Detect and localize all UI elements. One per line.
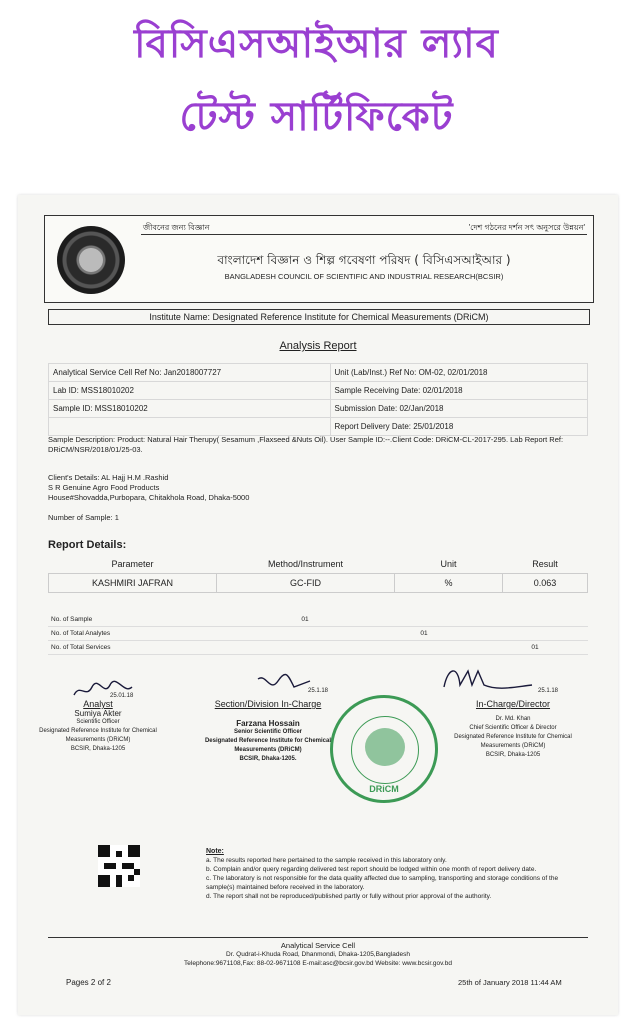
count-value: 01 (366, 627, 482, 641)
table-row (48, 613, 588, 627)
director-block (438, 700, 588, 760)
receiving-date: Sample Receiving Date: 02/01/2018 (330, 382, 587, 400)
footer-divider (48, 937, 588, 938)
analyst-role: Scientific Officer (76, 719, 120, 725)
report-title: Analysis Report (279, 340, 357, 352)
counts-table (48, 613, 588, 655)
notes-title: Note: (206, 848, 224, 855)
institute-name: Institute Name: Designated Reference Institute for Chemical Measurements (DRiCM) (48, 309, 590, 325)
director-signature (438, 661, 538, 697)
count-value: 01 (244, 613, 366, 627)
submission-date: Submission Date: 02/Jan/2018 (330, 400, 587, 418)
results-header-row (49, 555, 588, 574)
lab-id: Lab ID: MSS18010202 (49, 382, 331, 400)
table-row (48, 627, 588, 641)
cell-result: 0.063 (503, 574, 588, 593)
service-ref: Analytical Service Cell Ref No: Jan2018007727 (49, 364, 331, 382)
bcsir-logo (57, 226, 125, 294)
note-item: d. The report shall not be reproduced/published partly or fully without prior approval of the authority. (206, 893, 492, 900)
banner-title-line2: টেস্ট সার্টিফিকেট (179, 94, 454, 140)
footer (48, 941, 588, 968)
client-line: S R Genuine Agro Food Products (48, 483, 160, 492)
unit-ref: Unit (Lab/Inst.) Ref No: OM-02, 02/01/2018 (330, 364, 587, 382)
section-name: Farzana Hossain (236, 719, 300, 728)
org-name-english: BANGLADESH COUNCIL OF SCIENTIFIC AND INDUSTRIAL RESEARCH(BCSIR) (224, 272, 504, 281)
sample-description: Sample Description: Product: Natural Hair Therupy( Sesamum ,Flaxseed &Nuts Oil). User Sample ID:--.Client Code: DRiCM-CL-2017-295. Lab Report Ref: DRiCM/NSR/2018/01/25-03. (48, 435, 564, 454)
section-inst: Designated Reference Institute for Chemical Measurements (DRiCM) (204, 738, 332, 753)
qr-code (98, 845, 140, 887)
page-number: Pages 2 of 2 (66, 978, 111, 987)
footer-address: Dr. Qudrat-i-Khuda Road, Dhanmondi, Dhaka-1205,Bangladesh (226, 951, 410, 958)
dricm-stamp (330, 695, 438, 803)
section-addr: BCSIR, Dhaka-1205. (239, 756, 297, 762)
count-label: No. of Sample (48, 613, 244, 627)
analyst-block (38, 700, 158, 754)
certificate-document (18, 195, 618, 1015)
results-table (48, 555, 588, 593)
director-inst: Designated Reference Institute for Chemical Measurements (DRiCM) (454, 734, 572, 749)
org-name-bangla: বাংলাদেশ বিজ্ঞান ও শিল্প গবেষণা পরিষদ ( বিসিএসআইআর ) (217, 253, 511, 267)
director-sign-date: 25.1.18 (538, 688, 559, 694)
table-row (48, 641, 588, 655)
cell-unit: % (395, 574, 503, 593)
delivery-date: Report Delivery Date: 25/01/2018 (330, 418, 587, 436)
header-divider (141, 234, 587, 235)
number-of-sample: Number of Sample: 1 (48, 513, 119, 522)
footer-title: Analytical Service Cell (280, 941, 356, 950)
note-item: c. The laboratory is not responsible for the data quality affected due to sampling, transporting and storage conditions of the sample(s) maintained before received in the laboratory. (206, 875, 559, 891)
client-details (48, 473, 588, 503)
analyst-sign-date: 25.01.18 (110, 693, 134, 699)
stamp-label: DRiCM (369, 784, 399, 794)
client-line: Client's Details: AL Hajj H.M .Rashid (48, 473, 169, 482)
count-value: 01 (482, 641, 588, 655)
section-role: Senior Scientific Officer (233, 729, 303, 735)
director-name: Dr. Md. Khan (495, 716, 531, 722)
section-title: Section/Division In-Charge (214, 699, 322, 709)
col-parameter: Parameter (49, 555, 217, 574)
section-block (198, 700, 338, 764)
count-label: No. of Total Analytes (48, 627, 244, 641)
col-method: Method/Instrument (217, 555, 395, 574)
col-result: Result (503, 555, 588, 574)
report-details-heading: Report Details: (48, 539, 127, 551)
col-unit: Unit (395, 555, 503, 574)
motto-right: 'দেশ গঠনের দর্শন সৎ অনুসরে উন্নয়ন' (468, 223, 585, 232)
cell-method: GC-FID (217, 574, 395, 593)
banner-title-line1: বিসিএসআইআর ল্যাব (134, 21, 499, 67)
director-title: In-Charge/Director (475, 699, 551, 709)
footer-contact: Telephone:9671108,Fax: 88-02-9671108 E-mail:asc@bcsir.gov.bd Website: www.bcsir.gov.bd (184, 960, 452, 967)
table-row (49, 574, 588, 593)
notes-block (206, 847, 588, 901)
cell-parameter: KASHMIRI JAFRAN (49, 574, 217, 593)
analyst-title: Analyst (83, 699, 113, 709)
director-addr: BCSIR, Dhaka-1205 (485, 752, 541, 758)
report-meta-table (48, 363, 588, 436)
director-role: Chief Scientific Officer & Director (469, 725, 557, 731)
sample-id: Sample ID: MSS18010202 (49, 400, 331, 418)
page-banner (0, 0, 633, 140)
analyst-inst: Designated Reference Institute for Chemical Measurements (DRiCM) (39, 728, 157, 743)
note-item: a. The results reported here pertained to the sample received in this laboratory only. (206, 857, 447, 864)
client-line: House#Shovadda,Purbopara, Chitakhola Road, Dhaka-5000 (48, 493, 250, 502)
note-item: b. Complain and/or query regarding delivered test report should be lodged within one month of report delivery date. (206, 866, 537, 873)
letterhead (44, 215, 594, 303)
analyst-addr: BCSIR, Dhaka-1205 (70, 746, 126, 752)
motto-left: জীবনের জন্য বিজ্ঞান (143, 223, 210, 232)
section-sign-date: 25.1.18 (308, 688, 329, 694)
count-label: No. of Total Services (48, 641, 244, 655)
analyst-name: Sumiya Akter (74, 709, 122, 718)
print-date: 25th of January 2018 11:44 AM (458, 978, 562, 987)
